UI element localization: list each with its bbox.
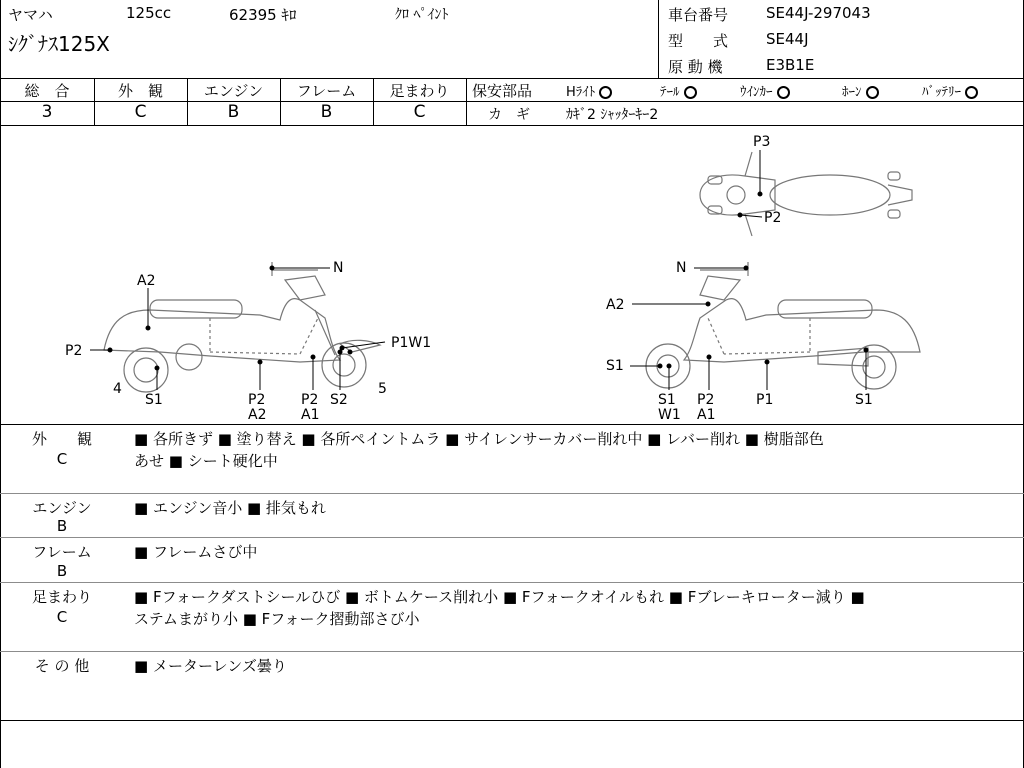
battery-ok-icon [965, 86, 978, 99]
remark-suspension-category: 足まわり [31, 588, 92, 606]
safety-taillight: ﾃｰﾙ [660, 81, 697, 100]
safety-label: 保安部品 [472, 82, 533, 100]
model-name: ｼｸﾞﾅｽ125X [8, 32, 110, 56]
remarks-bottom-line [0, 720, 1024, 721]
type-value: SE44J [766, 30, 809, 48]
grade-frame: B [320, 102, 333, 122]
remark-exterior-category: 外 観 [31, 430, 92, 448]
left-label-p1w1: P1W1 [391, 335, 432, 351]
remark-frame-category: フレーム [32, 543, 92, 561]
remark-exterior-grade: C [56, 450, 68, 468]
type-label: 型 式 [668, 32, 729, 50]
left-label-p2-a: P2 [248, 392, 266, 408]
remarks-divider-3 [0, 582, 1024, 583]
safety-winker: ｳｲﾝｶｰ [740, 81, 790, 100]
grade-exterior: C [134, 102, 147, 122]
horn-ok-icon [866, 86, 879, 99]
remark-other-category: そ の 他 [34, 657, 90, 675]
grade-overall: 3 [41, 102, 53, 122]
right-label-p2: P2 [697, 392, 715, 408]
remark-suspension-line-1: ■ Fフォークダストシールひび ■ ボトムケース削れ小 ■ Fフォークオイルもれ ■ Fブレーキローター減り ■ [134, 588, 865, 606]
top-label-p2: P2 [764, 210, 782, 226]
top-view-scooter-icon [700, 152, 912, 236]
remarks-divider-1 [0, 493, 1024, 494]
frame-no: SE44J-297043 [766, 4, 871, 22]
remark-exterior-line-2: あせ ■ シート硬化中 [134, 452, 278, 470]
right-scooter-icon [646, 262, 920, 389]
header-bottom-line [0, 78, 1024, 79]
top-label-p3: P3 [753, 134, 771, 150]
right-label-w1: W1 [658, 407, 681, 423]
frame-no-label: 車台番号 [668, 6, 729, 24]
safety-headlight: Hﾗｲﾄ [566, 81, 612, 100]
remark-engine-category: エンジン [32, 499, 92, 517]
displacement: 125cc [126, 4, 172, 22]
key-label: カ ギ [488, 107, 530, 123]
remark-suspension-line-2: ステムまがり小 ■ Fフォーク摺動部さび小 [134, 610, 420, 628]
remarks-divider-4 [0, 651, 1024, 652]
right-label-a2: A2 [606, 297, 625, 313]
remark-exterior-line-1: ■ 各所きず ■ 塗り替え ■ 各所ペイントムラ ■ サイレンサーカバー削れ中 ■ レバー削れ ■ 樹脂部色 [134, 430, 824, 448]
left-label-4: 4 [113, 381, 122, 397]
safety-battery: ﾊﾞｯﾃﾘｰ [922, 81, 978, 100]
mileage: 62395 ｷﾛ [229, 6, 297, 24]
grade-exterior-label: 外 観 [117, 82, 163, 100]
key-value: ｶｷﾞ2 ｼｬｯﾀｰｷｰ2 [566, 107, 659, 123]
remark-frame-grade: B [56, 562, 68, 580]
right-label-n: N [676, 260, 687, 276]
left-label-s2: S2 [330, 392, 348, 408]
winker-ok-icon [777, 86, 790, 99]
diagram-bottom-line [0, 424, 1024, 425]
taillight-ok-icon [684, 86, 697, 99]
right-label-a1: A1 [697, 407, 716, 423]
remark-engine-line-1: ■ エンジン音小 ■ 排気もれ [134, 499, 326, 517]
left-label-n: N [333, 260, 344, 276]
left-label-a1: A1 [301, 407, 320, 423]
grade-engine: B [227, 102, 240, 122]
grade-suspension: C [413, 102, 426, 122]
remarks-divider-2 [0, 537, 1024, 538]
maker: ヤマハ [8, 6, 53, 24]
grade-overall-label: 総 合 [24, 82, 70, 100]
right-label-s1-right: S1 [855, 392, 873, 408]
remark-frame-line-1: ■ フレームさび中 [134, 543, 258, 561]
header-divider [658, 0, 659, 78]
grade-engine-label: エンジン [203, 82, 264, 100]
left-label-s1: S1 [145, 392, 163, 408]
safety-line [466, 101, 1024, 102]
left-label-p2-b: P2 [301, 392, 319, 408]
headlight-ok-icon [599, 86, 612, 99]
engine-value: E3B1E [766, 56, 815, 74]
grade-col-5 [466, 78, 467, 125]
left-label-5: 5 [378, 381, 387, 397]
right-label-s1-left: S1 [606, 358, 624, 374]
left-label-a2: A2 [137, 273, 156, 289]
remark-other-line-1: ■ メーターレンズ曇り [134, 657, 287, 675]
damage-diagram [0, 126, 1024, 424]
grade-suspension-label: 足まわり [389, 82, 450, 100]
safety-horn: ﾎｰﾝ [842, 81, 879, 100]
left-label-p2: P2 [65, 343, 83, 359]
grade-frame-label: フレーム [296, 82, 357, 100]
engine-label: 原 動 機 [668, 58, 723, 76]
right-label-s1: S1 [658, 392, 676, 408]
right-label-p1: P1 [756, 392, 774, 408]
color: ｸﾛ ﾍﾟｲﾝﾄ [395, 7, 449, 23]
remark-suspension-grade: C [56, 608, 68, 626]
left-label-a2-b: A2 [248, 407, 267, 423]
remark-engine-grade: B [56, 517, 68, 535]
